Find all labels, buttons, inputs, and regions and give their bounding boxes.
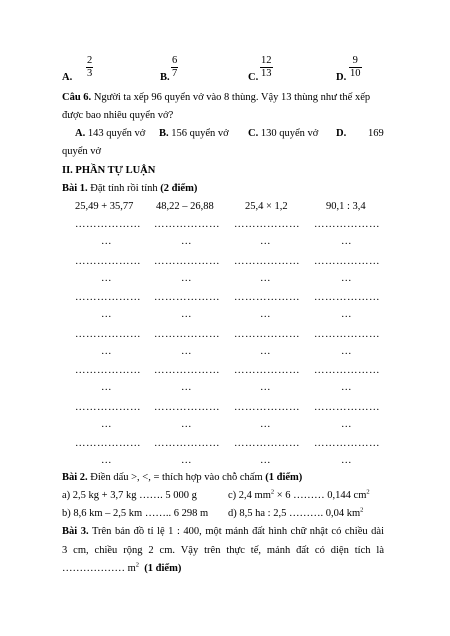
q5-option-a-denominator: 3 (87, 68, 93, 79)
dotted-line-short: … (260, 309, 271, 320)
dotted-line-short: … (101, 419, 112, 430)
dotted-line-short: … (181, 309, 192, 320)
dotted-line-long: ……………… (314, 292, 380, 303)
dotted-line-long: ……………… (75, 329, 141, 340)
dotted-line-short: … (341, 273, 352, 284)
bai2-item-c-mid: × 6 ……… 0,144 cm (274, 490, 367, 501)
q6-option-d-text: 169 (368, 128, 384, 139)
q6-label: Câu 6. (62, 92, 92, 103)
q5-option-b-letter: B. (160, 72, 170, 83)
dotted-line-short: … (181, 273, 192, 284)
dotted-line-long: ……………… (75, 365, 141, 376)
bai2-item-d (228, 507, 363, 520)
q5-option-b-denominator: 7 (172, 68, 178, 79)
bai1-points: (2 điểm) (160, 183, 198, 194)
q6-option-d-wrap: quyển vở (62, 146, 102, 157)
dotted-line-long: ……………… (154, 329, 220, 340)
bai2-heading (62, 471, 302, 484)
dotted-line-long: ……………… (154, 219, 220, 230)
bai1-expression-1: 25,49 + 35,77 (75, 201, 134, 212)
bai3-answer-blank: ……………… m (62, 563, 136, 574)
dotted-line-long: ……………… (234, 438, 300, 449)
dotted-line-short: … (341, 382, 352, 393)
q5-option-d-fraction (349, 55, 362, 80)
q6-option-a-letter: A. (75, 128, 86, 139)
q6-text-line1: Người ta xếp 96 quyển vở vào 8 thùng. Vậy 13 thùng như thế xếp (91, 92, 371, 103)
dotted-line-short: … (181, 455, 192, 466)
dotted-line-long: ……………… (314, 365, 380, 376)
bai1-label: Bài 1. (62, 183, 88, 194)
dotted-line-long: ……………… (314, 438, 380, 449)
dotted-line-long: ……………… (75, 438, 141, 449)
dotted-line-short: … (101, 382, 112, 393)
dotted-line-long: ……………… (234, 292, 300, 303)
dotted-line-short: … (260, 236, 271, 247)
bai2-text: Điền dấu >, <, = thích hợp vào chỗ chấm (87, 472, 266, 483)
dotted-line-long: ……………… (234, 329, 300, 340)
q6-line1 (62, 91, 370, 104)
bai2-item-d-pre: d) 8,5 ha : 2,5 ………. 0,04 km (228, 508, 361, 519)
q6-option-c-text: 130 quyển vở (258, 128, 319, 139)
bai1-text: Đặt tính rồi tính (87, 183, 161, 194)
bai3-line1 (62, 525, 384, 538)
bai3-label: Bài 3. (62, 526, 89, 537)
dotted-line-short: … (260, 419, 271, 430)
bai1-expression-4: 90,1 : 3,4 (326, 201, 366, 212)
dotted-line-short: … (260, 346, 271, 357)
bai2-label: Bài 2. (62, 472, 88, 483)
dotted-line-short: … (341, 419, 352, 430)
bai2-item-c-sup2: 2 (366, 488, 370, 496)
section-title: II. PHẦN TỰ LUẬN (62, 165, 156, 176)
bai2-item-b: b) 8,6 km – 2,5 km …….. 6 298 m (62, 508, 209, 519)
dotted-line-short: … (181, 346, 192, 357)
q5-option-c-denominator: 13 (261, 68, 272, 79)
q5-option-a-fraction (86, 55, 93, 80)
dotted-line-long: ……………… (314, 256, 380, 267)
dotted-line-short: … (101, 346, 112, 357)
bai1-expression-2: 48,22 – 26,88 (156, 201, 214, 212)
q5-option-b-numerator: 6 (172, 55, 178, 66)
dotted-line-long: ……………… (75, 256, 141, 267)
dotted-line-long: ……………… (314, 402, 380, 413)
dotted-line-short: … (341, 309, 352, 320)
dotted-line-short: … (101, 309, 112, 320)
dotted-line-short: … (341, 346, 352, 357)
dotted-line-long: ……………… (234, 219, 300, 230)
bai2-item-d-sup: 2 (360, 506, 364, 514)
bai2-item-c-sup1: 2 (270, 488, 275, 496)
q6-text-line2: được bao nhiêu quyển vở? (62, 110, 174, 121)
dotted-line-long: ……………… (154, 292, 220, 303)
q6-option-c-letter: C. (248, 128, 259, 139)
dotted-line-short: … (181, 236, 192, 247)
dotted-line-short: … (101, 236, 112, 247)
q5-option-b-fraction (171, 55, 178, 80)
q6-option-a (75, 127, 145, 140)
q5-option-c-letter: C. (248, 72, 259, 83)
q5-option-d-numerator: 9 (352, 55, 358, 66)
bai3-line1-text: Trên bản đồ tỉ lệ 1 : 400, một mảnh đất hình chữ nhật có chiều dài (88, 526, 384, 537)
dotted-line-short: … (260, 382, 271, 393)
dotted-line-long: ……………… (234, 402, 300, 413)
bai3-line2: 3 cm, chiều rộng 2 cm. Vậy trên thực tế, mảnh đất có diện tích là (62, 545, 384, 556)
q5-option-c-fraction (260, 55, 273, 80)
q6-option-b-text: 156 quyển vở (168, 128, 229, 139)
bai1-heading (62, 182, 197, 195)
q6-option-a-text: 143 quyển vở (85, 128, 146, 139)
bai2-item-c (228, 489, 370, 502)
dotted-line-long: ……………… (154, 402, 220, 413)
dotted-line-long: ……………… (75, 402, 141, 413)
q5-option-c-numerator: 12 (261, 55, 272, 66)
dotted-line-long: ……………… (75, 219, 141, 230)
dotted-line-long: ……………… (314, 219, 380, 230)
dotted-line-long: ……………… (234, 256, 300, 267)
q6-option-b-letter: B. (159, 128, 169, 139)
dotted-line-long: ……………… (314, 329, 380, 340)
bai2-points: (1 điểm) (265, 472, 303, 483)
dotted-line-short: … (341, 455, 352, 466)
dotted-line-short: … (260, 455, 271, 466)
dotted-line-short: … (181, 419, 192, 430)
bai1-expression-3: 25,4 × 1,2 (245, 201, 288, 212)
q6-option-d-letter: D. (336, 128, 347, 139)
bai2-item-c-pre: c) 2,4 mm (228, 490, 271, 501)
dotted-line-long: ……………… (154, 256, 220, 267)
q5-option-d-letter: D. (336, 72, 347, 83)
bai3-points: (1 điểm) (144, 563, 182, 574)
dotted-line-short: … (260, 273, 271, 284)
dotted-line-long: ……………… (154, 438, 220, 449)
bai2-item-a: a) 2,5 kg + 3,7 kg ……. 5 000 g (62, 490, 197, 501)
dotted-line-long: ……………… (75, 292, 141, 303)
q5-option-d-denominator: 10 (350, 68, 361, 79)
dotted-line-short: … (101, 455, 112, 466)
bai3-sup: 2 (135, 561, 140, 569)
q6-option-b (159, 127, 229, 140)
q5-option-a-letter: A. (62, 72, 73, 83)
bai3-line3 (62, 562, 181, 575)
dotted-line-short: … (341, 236, 352, 247)
q6-option-c (248, 127, 318, 140)
dotted-line-long: ……………… (234, 365, 300, 376)
q5-option-a-numerator: 2 (87, 55, 93, 66)
dotted-line-long: ……………… (154, 365, 220, 376)
dotted-line-short: … (101, 273, 112, 284)
dotted-line-short: … (181, 382, 192, 393)
